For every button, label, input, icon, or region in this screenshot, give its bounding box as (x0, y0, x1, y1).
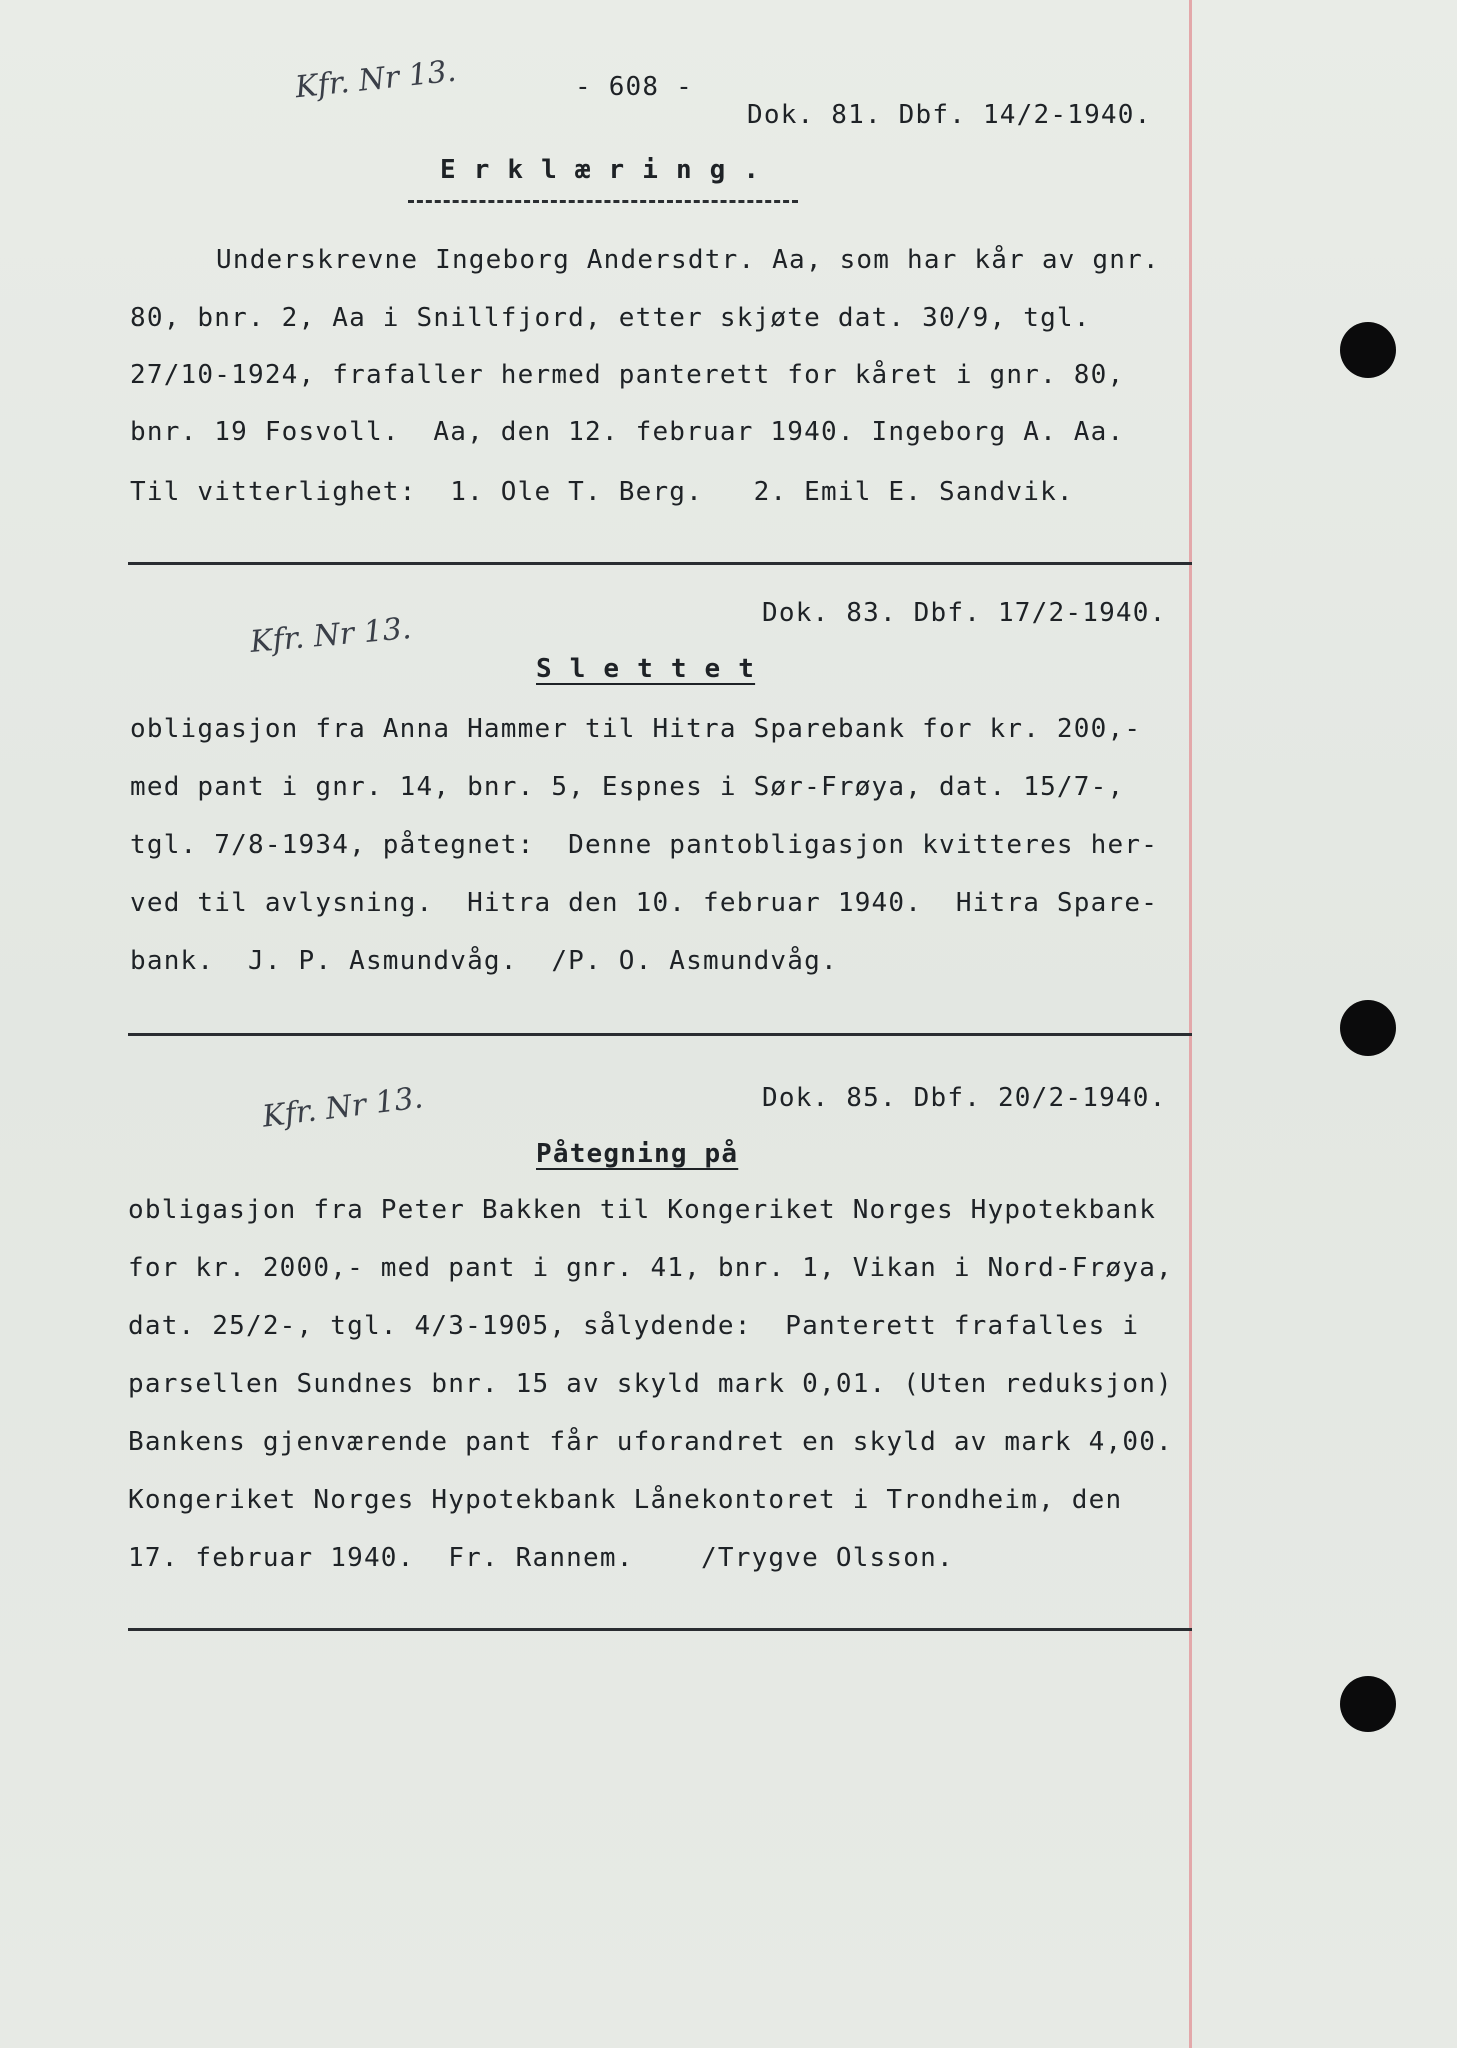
title-underline (408, 200, 798, 203)
entry-line: Underskrevne Ingeborg Andersdtr. Aa, som har kår av gnr. (216, 245, 1160, 275)
entry-title: E r k l æ r i n g . (440, 155, 761, 185)
entry-line: 27/10-1924, frafaller hermed panterett for kåret i gnr. 80, (130, 360, 1125, 390)
entry-line: obligasjon fra Peter Bakken til Kongeriket Norges Hypotekbank (128, 1195, 1157, 1225)
punch-hole (1340, 322, 1396, 378)
entry-header: Dok. 85. Dbf. 20/2-1940. (762, 1083, 1167, 1113)
entry-line: tgl. 7/8-1934, påtegnet: Denne pantobligasjon kvitteres her- (130, 830, 1159, 860)
entry-line: Bankens gjenværende pant får uforandret en skyld av mark 4,00. (128, 1427, 1173, 1457)
entry-line: for kr. 2000,- med pant i gnr. 41, bnr. 1, Vikan i Nord-Frøya, (128, 1253, 1173, 1283)
entry-line: obligasjon fra Anna Hammer til Hitra Sparebank for kr. 200,- (130, 714, 1142, 744)
entry-line: bnr. 19 Fosvoll. Aa, den 12. februar 1940. Ingeborg A. Aa. (130, 417, 1125, 447)
punch-hole (1340, 1000, 1396, 1056)
entry-line: med pant i gnr. 14, bnr. 5, Espnes i Sør-Frøya, dat. 15/7-, (130, 772, 1125, 802)
entry-line: Til vitterlighet: 1. Ole T. Berg. 2. Emil E. Sandvik. (130, 477, 1074, 507)
handwritten-annotation: Kfr. Nr 13. (248, 611, 413, 660)
entry-line: 80, bnr. 2, Aa i Snillfjord, etter skjøte dat. 30/9, tgl. (130, 303, 1091, 333)
entry-line: Kongeriket Norges Hypotekbank Lånekontoret i Trondheim, den (128, 1485, 1123, 1515)
entry-title: Påtegning på (536, 1139, 739, 1169)
handwritten-annotation: Kfr. Nr 13. (260, 1080, 426, 1135)
entry-line: bank. J. P. Asmundvåg. /P. O. Asmundvåg. (130, 946, 838, 976)
entry-header: Dok. 83. Dbf. 17/2-1940. (762, 598, 1167, 628)
handwritten-annotation: Kfr. Nr 13. (293, 53, 458, 106)
page-number: - 608 - (575, 72, 693, 102)
section-divider (128, 562, 1192, 565)
entry-title: S l e t t e t (536, 654, 756, 684)
entry-line: dat. 25/2-, tgl. 4/3-1905, sålydende: Panterett frafalles i (128, 1311, 1140, 1341)
entry-line: parsellen Sundnes bnr. 15 av skyld mark 0,01. (Uten reduksjon) (128, 1369, 1173, 1399)
section-divider (128, 1033, 1192, 1036)
entry-header: Dok. 81. Dbf. 14/2-1940. (747, 100, 1152, 130)
margin-line (1189, 0, 1192, 2048)
section-divider (128, 1628, 1192, 1631)
punch-hole (1340, 1676, 1396, 1732)
entry-line: ved til avlysning. Hitra den 10. februar 1940. Hitra Spare- (130, 888, 1159, 918)
entry-line: 17. februar 1940. Fr. Rannem. /Trygve Olsson. (128, 1543, 954, 1573)
